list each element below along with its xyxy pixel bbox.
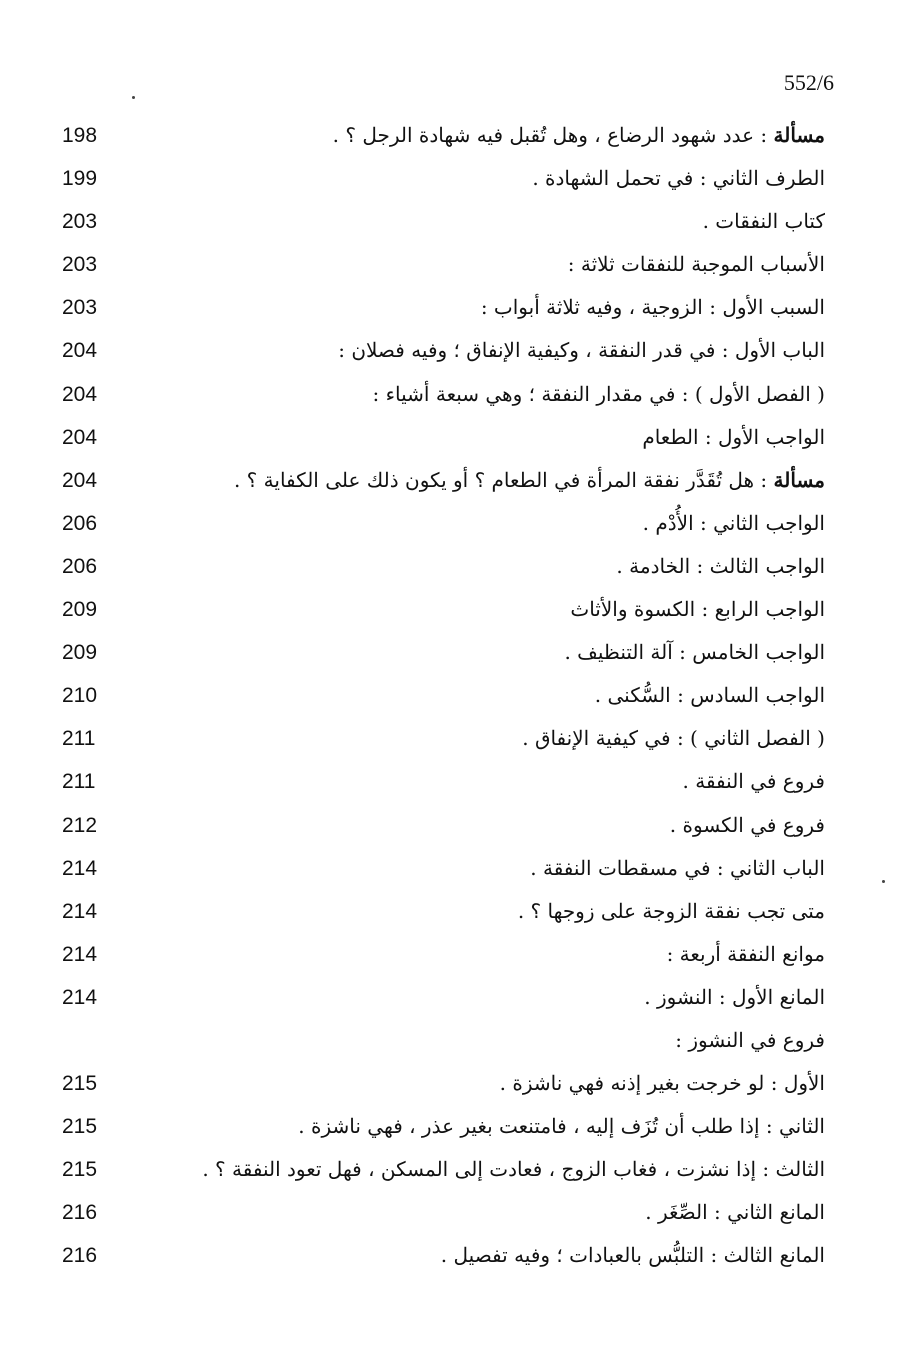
toc-entry-page-number: 204: [62, 425, 98, 449]
toc-row: [0, 200, 911, 243]
toc-entry-title: [667, 933, 825, 976]
toc-entry-page-number: 209: [62, 641, 98, 665]
table-of-contents: [0, 114, 911, 1278]
toc-entry-text: الواجب الرابع : الكسوة والأثاث: [570, 597, 825, 622]
toc-entry-text: فروع في الكسوة .: [669, 812, 825, 837]
toc-row: [0, 1019, 911, 1062]
toc-entry-text: ( الفصل الثاني ) : في كيفية الإنفاق .: [522, 726, 825, 751]
toc-entry-page-number: 212: [62, 813, 98, 837]
toc-entry-page-number: 214: [62, 899, 98, 923]
toc-row: [0, 847, 911, 890]
toc-entry-page-number: 198: [62, 124, 98, 147]
toc-entry-title: [441, 1234, 825, 1277]
toc-entry-text: : عدد شهود الرضاع ، وهل تُقبل فيه شهادة الرجل ؟ .: [332, 123, 774, 147]
toc-row: [0, 286, 911, 329]
toc-entry-text: الأول : لو خرجت بغير إذنه فهي ناشزة .: [499, 1071, 825, 1096]
toc-row: [0, 502, 911, 545]
toc-row: [0, 760, 911, 803]
toc-row: [0, 1062, 911, 1105]
toc-entry-title: [333, 114, 825, 157]
toc-entry-text: : هل تُقَدَّر نفقة المرأة في الطعام ؟ أو يكون ذلك على الكفاية ؟ .: [233, 467, 774, 492]
toc-entry-title: [202, 1148, 825, 1191]
toc-entry-text: الواجب السادس : السُّكنى .: [594, 683, 825, 708]
toc-row: [0, 890, 911, 933]
toc-entry-title: [570, 588, 825, 631]
toc-entry-text: الواجب الثاني : الأُدْم .: [642, 510, 825, 535]
toc-entry-text: السبب الأول : الزوجية ، وفيه ثلاثة أبواب :: [480, 295, 825, 320]
toc-entry-page-number: 216: [62, 1244, 98, 1268]
toc-entry-text: فروع في النشوز :: [675, 1027, 825, 1052]
toc-row: [0, 373, 911, 416]
toc-entry-text: الواجب الخامس : آلة التنظيف .: [564, 640, 825, 665]
toc-entry-text: موانع النفقة أربعة :: [666, 941, 825, 966]
toc-entry-page-number: 211: [62, 770, 96, 794]
toc-entry-title: [595, 674, 825, 717]
toc-entry-page-number: 204: [62, 468, 98, 492]
toc-entry-text: الواجب الأول : الطعام: [642, 424, 825, 449]
toc-entry-text: المانع الثالث : التلبُّس بالعبادات ؛ وفيه تفصيل .: [440, 1243, 825, 1268]
page-reference: 552/6: [783, 70, 834, 95]
toc-entry-title: [670, 804, 825, 847]
toc-row: [0, 804, 911, 847]
toc-entry-page-number: 203: [62, 296, 98, 320]
toc-entry-text: فروع في النفقة .: [682, 769, 825, 794]
toc-entry-text: الباب الأول : في قدر النفقة ، وكيفية الإنفاق ؛ وفيه فصلان :: [338, 338, 825, 363]
toc-entry-title: [683, 760, 826, 803]
toc-entry-title: [518, 890, 825, 933]
toc-row: [0, 976, 911, 1019]
scan-speck: [882, 880, 885, 883]
toc-entry-title: [234, 459, 825, 502]
toc-row: [0, 933, 911, 976]
toc-entry-title: [675, 1019, 825, 1062]
toc-entry-text: المانع الأول : النشوز .: [644, 984, 825, 1009]
toc-entry-title: [643, 502, 825, 545]
toc-entry-text: الثالث : إذا نشزت ، فغاب الزوج ، فعادت إلى المسكن ، فهل تعود النفقة ؟ .: [202, 1157, 825, 1182]
toc-entry-title: [522, 717, 825, 760]
toc-entry-page-number: 214: [62, 856, 98, 880]
toc-entry-text: الأسباب الموجبة للنفقات ثلاثة :: [567, 252, 825, 277]
toc-entry-page-number: 203: [62, 210, 98, 234]
toc-entry-title: [530, 847, 825, 890]
toc-entry-title: [616, 545, 825, 588]
toc-entry-page-number: 216: [62, 1201, 98, 1225]
toc-entry-keyword: مسألة: [773, 467, 825, 492]
toc-entry-page-number: 206: [62, 554, 98, 578]
toc-row: [0, 631, 911, 674]
toc-entry-page-number: 211: [62, 727, 96, 751]
toc-entry-title: [642, 416, 825, 459]
toc-entry-page-number: 199: [62, 167, 98, 191]
toc-row: [0, 545, 911, 588]
toc-entry-title: [703, 200, 825, 243]
toc-entry-text: الطرف الثاني : في تحمل الشهادة .: [532, 166, 825, 191]
toc-entry-text: الثاني : إذا طلب أن تُزَف إليه ، فامتنعت بغير عذر ، فهي ناشزة .: [298, 1114, 825, 1139]
toc-entry-page-number: 215: [62, 1115, 98, 1139]
toc-row: [0, 1191, 911, 1234]
toc-entry-page-number: 214: [62, 942, 98, 966]
toc-entry-page-number: 204: [62, 339, 98, 363]
toc-entry-page-number: 214: [62, 985, 98, 1009]
toc-row: [0, 1234, 911, 1277]
toc-entry-title: [298, 1105, 825, 1148]
toc-entry-title: [645, 1191, 825, 1234]
toc-entry-page-number: 206: [62, 511, 98, 535]
toc-entry-text: المانع الثاني : الصِّغَر .: [645, 1200, 825, 1225]
toc-entry-page-number: 210: [62, 684, 98, 708]
toc-entry-keyword: مسألة: [773, 123, 825, 147]
toc-row: [0, 717, 911, 760]
scan-speck: [132, 96, 135, 99]
toc-entry-title: [373, 373, 825, 416]
toc-row: [0, 674, 911, 717]
toc-entry-title: [532, 157, 825, 200]
toc-entry-title: [568, 243, 825, 286]
toc-entry-title: [500, 1062, 825, 1105]
toc-entry-text: كتاب النفقات .: [702, 209, 825, 234]
toc-entry-page-number: 215: [62, 1072, 98, 1096]
toc-row: [0, 1148, 911, 1191]
toc-entry-title: [338, 329, 825, 372]
toc-row: [0, 1105, 911, 1148]
toc-row: [0, 114, 911, 157]
toc-row: [0, 329, 911, 372]
toc-entry-page-number: 209: [62, 598, 98, 622]
toc-row: [0, 243, 911, 286]
toc-entry-page-number: 204: [62, 382, 98, 406]
toc-entry-text: الباب الثاني : في مسقطات النفقة .: [530, 855, 825, 880]
toc-entry-text: متى تجب نفقة الزوجة على زوجها ؟ .: [517, 898, 825, 923]
toc-row: [0, 157, 911, 200]
toc-entry-title: [481, 286, 825, 329]
toc-row: [0, 416, 911, 459]
toc-entry-text: الواجب الثالث : الخادمة .: [616, 553, 825, 578]
toc-entry-title: [564, 631, 825, 674]
toc-entry-page-number: 203: [62, 253, 98, 277]
toc-row: [0, 588, 911, 631]
toc-entry-text: ( الفصل الأول ) : في مقدار النفقة ؛ وهي سبعة أشياء :: [372, 381, 825, 406]
toc-entry-title: [644, 976, 825, 1019]
toc-row: [0, 459, 911, 502]
toc-entry-page-number: 215: [62, 1158, 98, 1182]
